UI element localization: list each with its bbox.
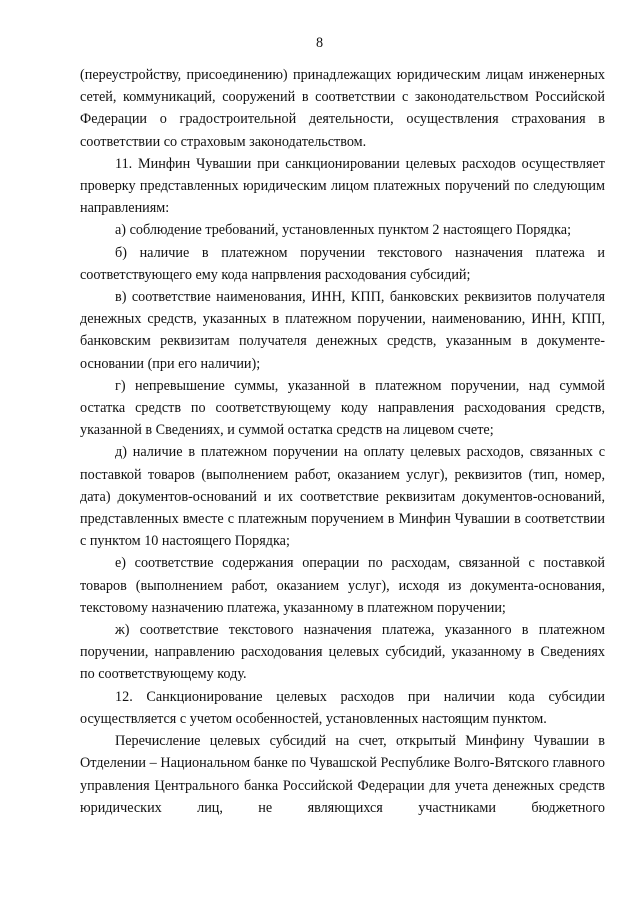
paragraph-continuation: (переустройству, присоединению) принадлежащих юридическим лицам инженерных сетей, коммуникаций, сооружений в соответствии с законодательством Российской Федерации о градостроительной деятельности, осуществления страхования в соответствии со страховым законодательством. <box>80 67 605 150</box>
paragraph-11-d: д) наличие в платежном поручении на оплату целевых расходов, связанных с поставкой товаров (выполнением работ, оказанием услуг), реквизитов (тип, номер, дата) документов-оснований и их соответствие реквизитам документов-оснований, представленных вместе с платежным поручением в Минфин Чувашии в соответствии с пунктом 10 настоящего Порядка; <box>80 444 605 550</box>
paragraph-11-a: а) соблюдение требований, установленных пунктом 2 настоящего Порядка; <box>115 222 572 239</box>
page-number: 8 <box>315 35 324 51</box>
document-body <box>80 64 605 819</box>
paragraph-11-e: е) соответствие содержания операции по расходам, связанной с поставкой товаров (выполнением работ, оказанием услуг), исходя из документа-основания, текстовому назначению платежа, указанному в платежном поручении; <box>80 555 605 616</box>
paragraph-12-transfer: Перечисление целевых субсидий на счет, открытый Минфину Чувашии в Отделении – Национальном банке по Чувашской Республике Волго-Вятского главного управления Центрального банка Российской Федерации для учета денежных средств юридических лиц, не являющихся участниками бюджетного <box>80 733 605 816</box>
paragraph-11: 11. Минфин Чувашии при санкционировании целевых расходов осуществляет проверку представленных юридическим лицом платежных поручений по следующим направлениям: <box>80 155 605 217</box>
paragraph-12: 12. Санкционирование целевых расходов при наличии кода субсидии осуществляется с учетом особенностей, установленных настоящим пунктом. <box>80 688 605 727</box>
paragraph-11-zh: ж) соответствие текстового назначения платежа, указанного в платежном поручении, направлению расходования целевых субсидий, указанному в Сведениях по соответствующему коду. <box>80 622 605 683</box>
paragraph-11-b: б) наличие в платежном поручении текстового назначения платежа и соответствующего ему кода напрвления расходования субсидий; <box>80 244 605 283</box>
paragraph-11-v: в) соответствие наименования, ИНН, КПП, банковских реквизитов получателя денежных средств, указанных в платежном поручении, наименованию, ИНН, КПП, банковским реквизитам получателя денежных средств, указанным в документе-основании (при его наличии); <box>80 289 605 372</box>
paragraph-11-g: г) непревышение суммы, указанной в платежном поручении, над суммой остатка средств по соответствующему коду направления расходования средств, указанной в Сведениях, и суммой остатка средств на лицевом счете; <box>80 377 605 439</box>
